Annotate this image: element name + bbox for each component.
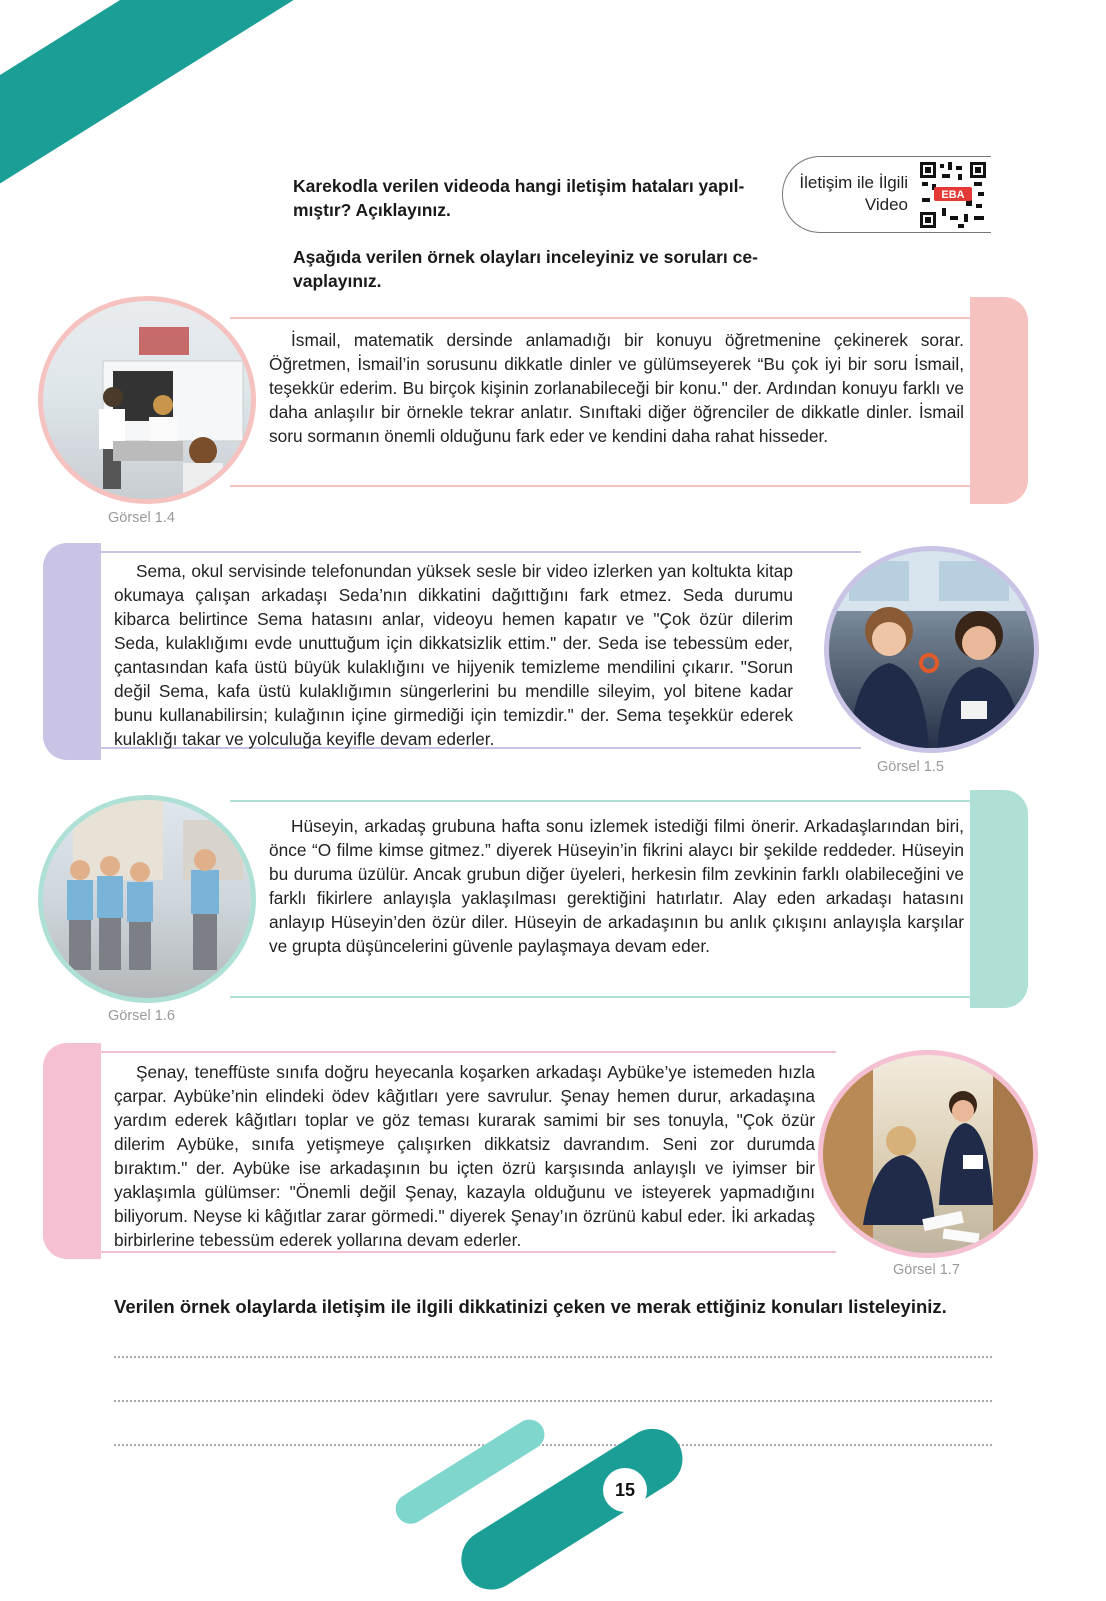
story-4-caption: Görsel 1.7	[893, 1262, 960, 1278]
book-icon	[88, 205, 148, 257]
qr-code-icon[interactable]	[918, 160, 988, 230]
story-2-image	[824, 546, 1039, 753]
story-4-text: Şenay, teneffüste sınıfa doğru heyecanla koşarken arkadaşı Aybüke’ye istemeden hızla çarpar. Aybüke’nin elindeki ödev kâğıtları yere savrulur. Şenay hemen durur, arkadaşına yardım ederek kâğıtları toplar ve göz teması kurarak samimi bir ses tonuyla, "Çok özür dilerim Aybüke, sınıfa yetişmeye çalışırken dikkatsiz davrandım. Seni zor durumda bıraktım." der. Aybüke ise arkadaşının bu içten özrü karşısında anlayışlı ve iyimser bir yaklaşımla gülümser: "Önemli değil Şenay, kazayla olduğunu ve isteyerek yapmadığını biliyorum. Neyse ki kâğıtlar zarar görmedi." diyerek Şenay’ın özrünü kabul eder. İki arkadaş birbirlerine tebessüm ederek yollarına devam ederler.	[114, 1062, 815, 1250]
story-3-bottom-line	[230, 996, 970, 998]
answer-line-1[interactable]	[114, 1356, 992, 1358]
intro-question-2: Aşağıda verilen örnek olayları inceleyiniz ve soruları ce-vaplayınız.	[293, 247, 758, 291]
story-1-caption: Görsel 1.4	[108, 510, 175, 526]
story-2-tab	[43, 543, 101, 760]
story-2-text: Sema, okul servisinde telefonundan yüksek sesle bir video izlerken yan koltukta kitap okumaya çalışan arkadaşı Seda’nın dikkatini dağıttığını fark etmez. Seda durumu kibarca belirtince Sema hatasını anlar, videoyu hemen kapatır ve "Çok özür dilerim Seda, kulaklığımı evde unuttuğum için dikkatsizlik ettim." der. Seda ise tebessüm eder, çantasından kafa üstü büyük kulaklığını ve hijyenik temizleme mendilini çıkarır. "Sorun değil Sema, kafa üstü kulaklığımın süngerlerini bu mendille sileyim, yol bitene kadar bunu kullanabilirsin; kulağının içine girmediği için temizdir." der. Sema teşekkür ederek kulaklığı takar ve yolculuğa keyifle devam ederler.	[114, 561, 793, 749]
intro-question-1: Karekodla verilen videoda hangi iletişim hataları yapıl-mıştır? Açıklayınız.	[293, 176, 745, 220]
answer-line-3[interactable]	[114, 1444, 992, 1446]
story-1-bottom-line	[230, 485, 970, 487]
story-2-top-line	[101, 551, 861, 553]
story-1-top-line	[230, 317, 970, 319]
story-4-tab	[43, 1043, 101, 1259]
story-3-tab	[970, 790, 1028, 1008]
story-4-image	[818, 1050, 1038, 1258]
final-question: Verilen örnek olaylarda iletişim ile ilgili dikkatinizi çeken ve merak ettiğiniz konuları listeleyiniz.	[114, 1296, 947, 1317]
story-3-image	[38, 795, 256, 1003]
story-3-caption: Görsel 1.6	[108, 1008, 175, 1024]
story-3-text: Hüseyin, arkadaş grubuna hafta sonu izlemek istediği filmi önerir. Arkadaşlarından biri, önce “O filme kimse gitmez.” diyerek Hüseyin’in fikrini alaycı bir şekilde reddeder. Hüseyin bu duruma üzülür. Ancak grubun diğer üyeleri, herkesin film zevkinin farklı olabileceğini ve farklı fikirlere anlayışla yaklaşılması gerektiğini hatırlatır. Alay eden arkadaşı hatasını anlayıp Hüseyin’den özür diler. Hüseyin de arkadaşının bu anlık çıkışını anlayışla karşılar ve grupta düşüncelerini güvenle paylaşmaya devam eder.	[269, 816, 964, 956]
story-3-top-line	[230, 800, 970, 802]
story-2-caption: Görsel 1.5	[877, 759, 944, 775]
story-1-image	[38, 296, 256, 504]
qr-label: İletişim ile İlgili Video	[799, 173, 908, 214]
story-1-tab	[970, 297, 1028, 504]
story-1-text: İsmail, matematik dersinde anlamadığı bir konuyu öğretmenine çekinerek sorar. Öğretmen, İsmail’in sorusunu dikkatle dinler ve gülümseyerek “Bu çok iyi bir soru İsmail, teşekkür ederim. Bu birçok kişinin zorlanabileceği bir konu." der. Ardından konuyu farklı ve daha anlaşılır bir örnekle tekrar anlatır. Sınıftaki diğer öğrenciler de dikkatle dinler. İsmail soru sormanın önemli olduğunu fark eder ve kendini daha rahat hisseder.	[269, 330, 964, 446]
story-4-top-line	[101, 1051, 836, 1053]
section-title: ÖĞRENELİM	[180, 33, 330, 139]
qr-badge: EBA	[941, 189, 965, 201]
answer-line-2[interactable]	[114, 1400, 992, 1402]
page-number: 15	[603, 1468, 647, 1512]
